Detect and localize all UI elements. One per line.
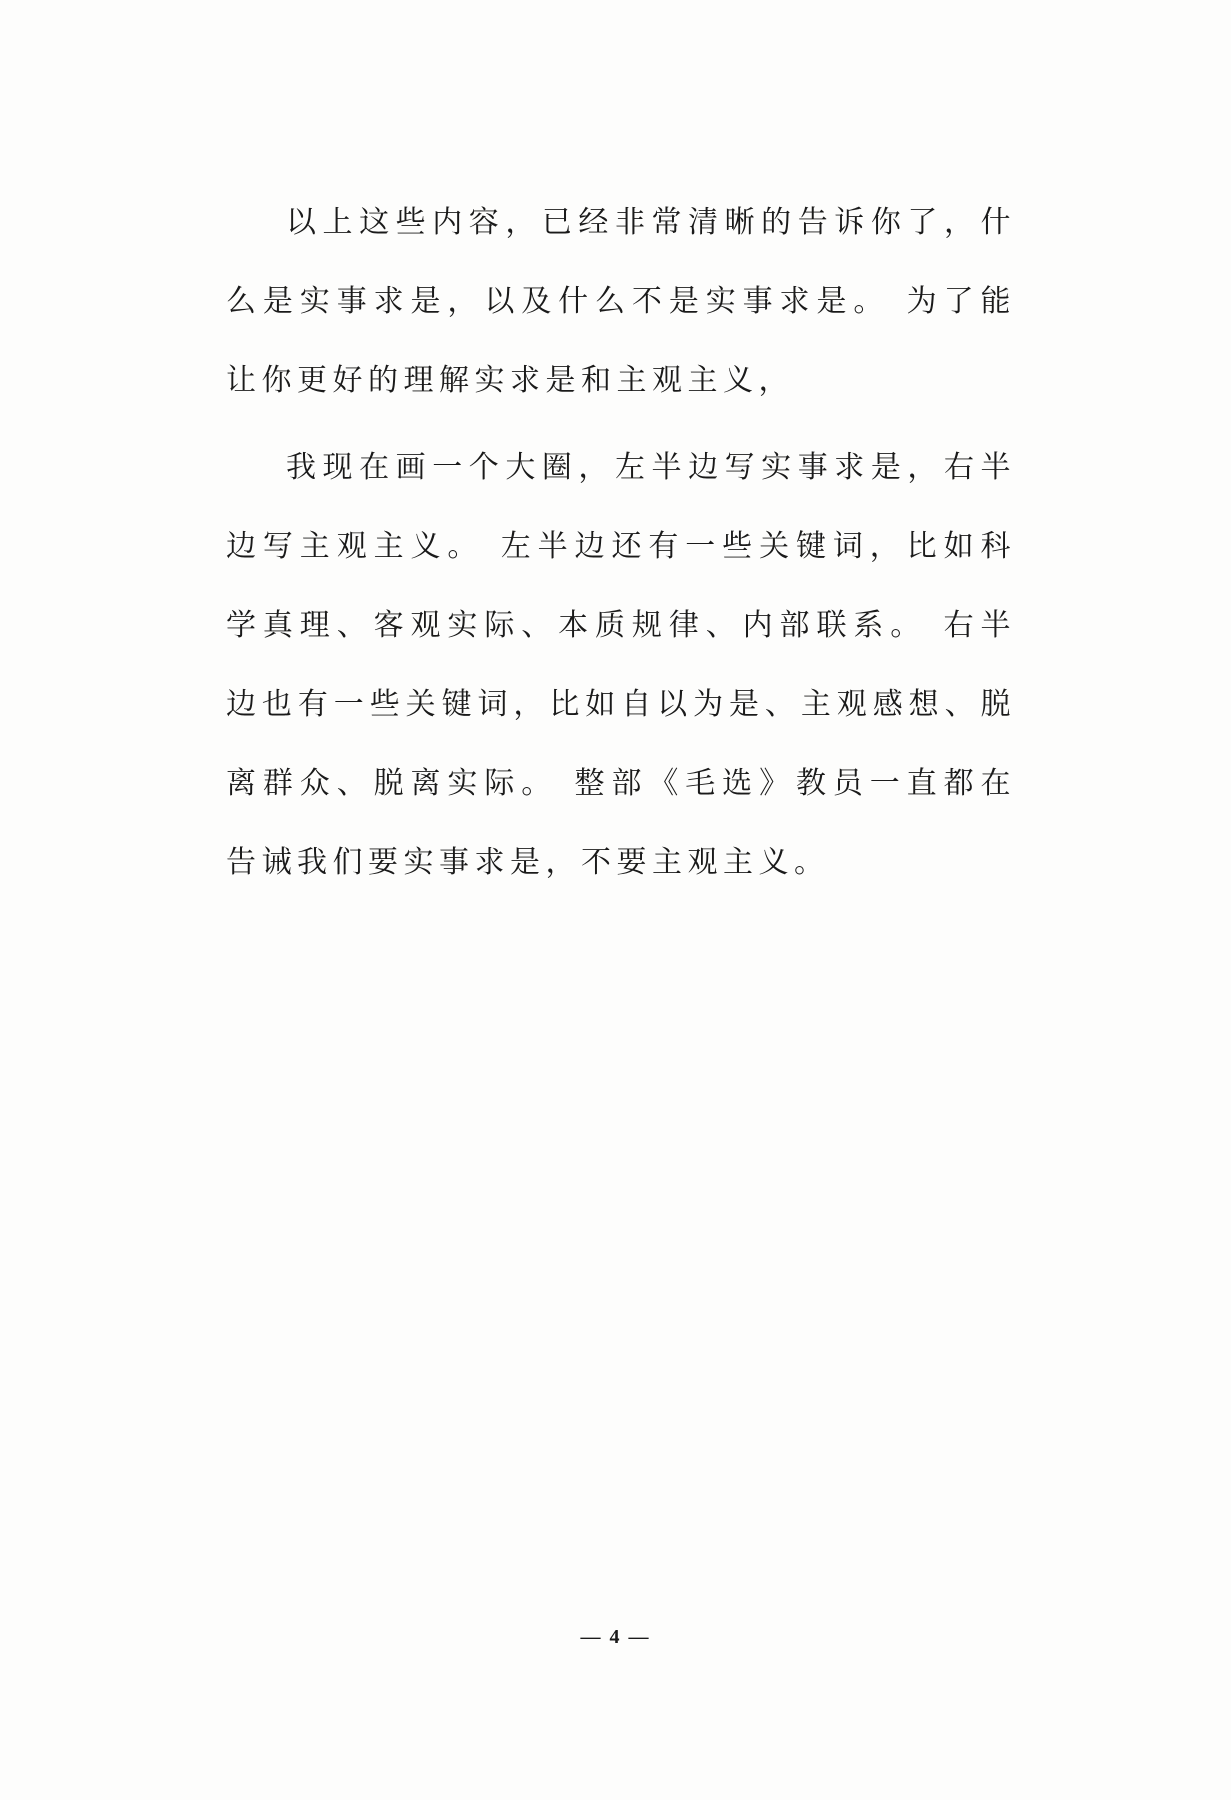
paragraph-1: 以上这些内容，已经非常清晰的告诉你了，什么是实事求是，以及什么不是实事求是。 为了能让你更好的理解实求是和主观主义， [226, 205, 1016, 398]
body-text [226, 183, 1016, 902]
page-number: — 4 — [580, 1626, 651, 1648]
paragraph-2: 我现在画一个大圈，左半边写实事求是，右半边写主观主义。 左半边还有一些关键词，比如科学真理、客观实际、本质规律、内部联系。 右半边也有一些关键词，比如自以为是、主观感想、脱离群众、脱离实际。 整部《毛选》教员一直都在告诫我们要实事求是，不要主观主义。 [226, 450, 1016, 880]
